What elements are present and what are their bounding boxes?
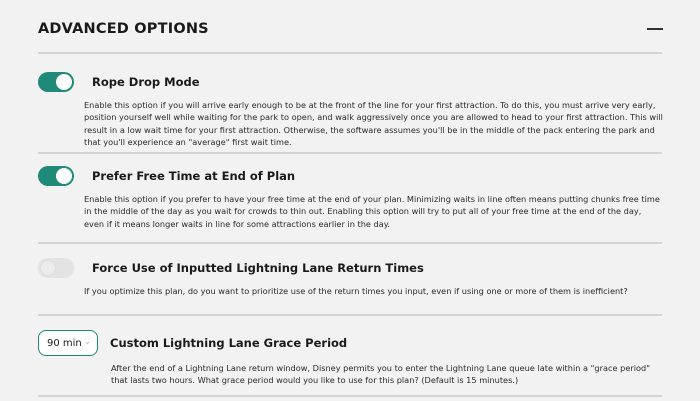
toggle-knob bbox=[40, 260, 56, 276]
option-prefer-free-time bbox=[38, 165, 664, 230]
option-row bbox=[38, 71, 664, 93]
option-grace-period bbox=[38, 330, 664, 387]
option-description: If you optimize this plan, do you want to prioritize use of the return times you input, even if using one or more of them is inefficient? bbox=[84, 286, 628, 296]
option-rope-drop-mode bbox=[38, 71, 664, 149]
grace-period-value: 90 min bbox=[47, 337, 82, 349]
option-row bbox=[38, 165, 664, 187]
collapse-button[interactable] bbox=[646, 20, 664, 38]
rope-drop-mode-toggle[interactable] bbox=[38, 72, 74, 92]
option-title: Rope Drop Mode bbox=[92, 75, 200, 89]
toggle-knob bbox=[56, 74, 72, 90]
option-title: Prefer Free Time at End of Plan bbox=[92, 169, 296, 183]
option-title: Force Use of Inputted Lightning Lane Return Times bbox=[92, 261, 424, 275]
section-header bbox=[38, 18, 664, 40]
option-force-lightning-lane-times bbox=[38, 257, 664, 297]
chevron-down-icon bbox=[86, 340, 89, 346]
option-description: Enable this option if you will arrive early enough to be at the front of the line for your first attraction. To do this, you must arrive very early, position yourself well while waiting for the park to open, and walk aggressively once you are allowed to head to your first attraction. This will result in a low wait time for your first attraction. Otherwise, the software assumes you'll be in the middle of the pack entering the park and that you'll experience an "average" first wait time. bbox=[84, 100, 663, 148]
section-title: ADVANCED OPTIONS bbox=[38, 21, 209, 37]
divider bbox=[38, 314, 662, 316]
grace-period-select[interactable] bbox=[38, 330, 98, 356]
toggle-knob bbox=[56, 168, 72, 184]
divider bbox=[38, 152, 662, 154]
option-description: Enable this option if you prefer to have your free time at the end of your plan. Minimizing waits in line often means putting chunks free time in the middle of the day as you wait for crowds to thin out. Enabling this option will try to put all of your free time at the end of the day, even if it means longer waits in line for some attractions earlier in the day. bbox=[84, 194, 660, 229]
option-title: Custom Lightning Lane Grace Period bbox=[110, 336, 348, 350]
divider bbox=[38, 242, 662, 244]
force-return-times-toggle[interactable] bbox=[38, 258, 74, 278]
option-description: After the end of a Lightning Lane return window, Disney permits you to enter the Lightning Lane queue late within a "grace period" that lasts two hours. What grace period would you like to use for this plan? (Default is 15 minutes.) bbox=[111, 363, 650, 386]
option-row bbox=[38, 330, 664, 356]
option-row bbox=[38, 257, 664, 279]
prefer-free-time-toggle[interactable] bbox=[38, 166, 74, 186]
divider bbox=[38, 395, 662, 397]
minus-icon bbox=[647, 28, 663, 30]
divider bbox=[38, 52, 662, 54]
